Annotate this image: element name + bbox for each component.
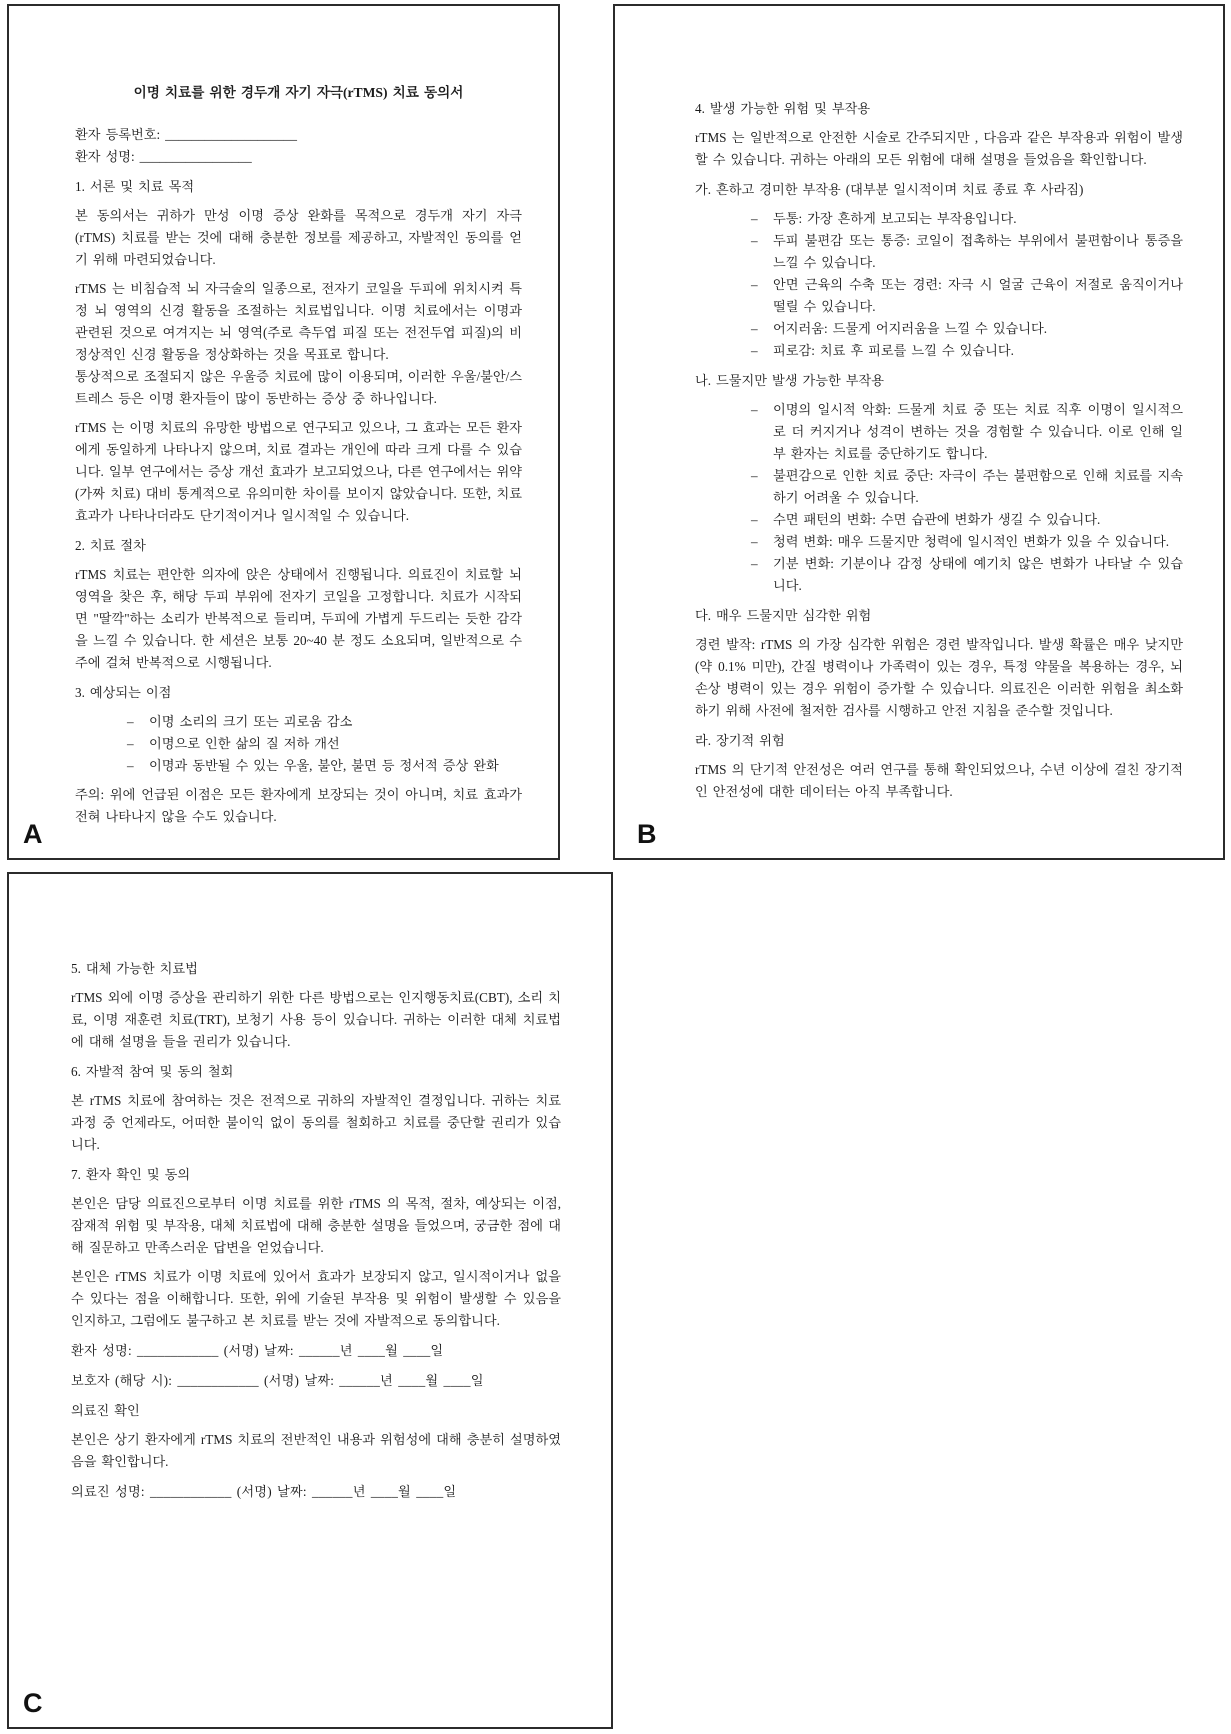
section-5-paragraph: rTMS 외에 이명 증상을 관리하기 위한 다른 방법으로는 인지행동치료(CBT), 소리 치료, 이명 재훈련 치료(TRT), 보청기 사용 등이 있습니다. 귀하는 이러한 대체 치료법에 대해 설명을 들을 권리가 있습니다. [71, 990, 561, 1049]
bullet-item [75, 711, 522, 733]
patient-signature-line: 환자 성명: ____________ (서명) 날짜: ______년 ____월 ____일 [71, 1343, 444, 1358]
bullet-item [75, 733, 522, 755]
section-3-heading: 3. 예상되는 이점 [75, 685, 172, 700]
bullet-text: 이명으로 인한 삶의 질 저하 개선 [149, 736, 340, 751]
page-c [7, 872, 613, 1729]
bullet-item [695, 465, 1183, 509]
bullet-item [695, 274, 1183, 318]
patient-id-field: 환자 등록번호: ____________________ [75, 127, 297, 142]
bullet-text: 이명 소리의 크기 또는 괴로움 감소 [149, 714, 353, 729]
guardian-signature-line: 보호자 (해당 시): ____________ (서명) 날짜: ______년 ____월 ____일 [71, 1373, 484, 1388]
subsection-da-heading: 다. 매우 드물지만 심각한 위험 [695, 608, 872, 623]
bullet-dash: – [751, 468, 758, 483]
section-1-paragraph-3: rTMS 는 이명 치료의 유망한 방법으로 연구되고 있으나, 그 효과는 모든 환자에게 동일하게 나타나지 않으며, 치료 결과는 개인에 따라 크게 다를 수 있습니다. 일부 연구에서는 증상 개선 효과가 보고되었으나, 다른 연구에서는 위약(가짜 치료) 대비 통계적으로 유의미한 차이를 보이지 않았습니다. 또한, 치료 효과가 나타나더라도 단기적이거나 일시적일 수 있습니다. [75, 420, 522, 523]
bullet-dash: – [751, 233, 758, 248]
page-b-content [695, 98, 1183, 803]
bullet-text: 불편감으로 인한 치료 중단: 자극이 주는 불편함으로 인해 치료를 지속하기 어려울 수 있습니다. [773, 468, 1183, 505]
section-3-bullet-list [75, 711, 522, 777]
section-7-heading: 7. 환자 확인 및 동의 [71, 1167, 191, 1182]
document-title: 이명 치료를 위한 경두개 자기 자극(rTMS) 치료 동의서 [133, 85, 464, 100]
bullet-item [695, 399, 1183, 465]
bullet-item [695, 531, 1183, 553]
bullet-text: 안면 근육의 수축 또는 경련: 자극 시 얼굴 근육이 저절로 움직이거나 떨릴 수 있습니다. [773, 277, 1183, 314]
bullet-dash: – [751, 277, 758, 292]
page-b [613, 4, 1225, 860]
section-7-paragraph-1: 본인은 담당 의료진으로부터 이명 치료를 위한 rTMS 의 목적, 절차, 예상되는 이점, 잠재적 위험 및 부작용, 대체 치료법에 대해 충분한 설명을 들었으며, 궁금한 점에 대해 질문하고 만족스러운 답변을 얻었습니다. [71, 1196, 561, 1255]
subsection-na-bullet-list [695, 399, 1183, 597]
section-5-heading: 5. 대체 가능한 치료법 [71, 961, 198, 976]
bullet-text: 두통: 가장 흔하게 보고되는 부작용입니다. [773, 211, 1017, 226]
bullet-item [695, 509, 1183, 531]
bullet-item [75, 755, 522, 777]
staff-confirmation-paragraph: 본인은 상기 환자에게 rTMS 치료의 전반적인 내용과 위험성에 대해 충분히 설명하였음을 확인합니다. [71, 1432, 561, 1469]
page-c-content [71, 958, 561, 1503]
bullet-text: 수면 패턴의 변화: 수면 습관에 변화가 생길 수 있습니다. [773, 512, 1101, 527]
bullet-dash: – [751, 343, 758, 358]
section-4-intro: rTMS 는 일반적으로 안전한 시술로 간주되지만 , 다음과 같은 부작용과 위험이 발생할 수 있습니다. 귀하는 아래의 모든 위험에 대해 설명을 들었음을 확인합니다. [695, 130, 1183, 167]
section-7-paragraph-2: 본인은 rTMS 치료가 이명 치료에 있어서 효과가 보장되지 않고, 일시적이거나 없을 수 있다는 점을 이해합니다. 또한, 위에 기술된 부작용 및 위험이 발생할 수 있음을 인지하고, 그럼에도 불구하고 본 치료를 받는 것에 자발적으로 동의합니다. [71, 1269, 561, 1328]
page-label-a: A [23, 819, 43, 849]
subsection-ga-bullet-list [695, 208, 1183, 362]
subsection-ra-heading: 라. 장기적 위험 [695, 733, 785, 748]
section-6-paragraph: 본 rTMS 치료에 참여하는 것은 전적으로 귀하의 자발적인 결정입니다. 귀하는 치료 과정 중 언제라도, 어떠한 불이익 없이 동의를 철회하고 치료를 중단할 권리가 있습니다. [71, 1093, 561, 1152]
page-label-c: C [23, 1688, 43, 1718]
section-1-paragraph-1: 본 동의서는 귀하가 만성 이명 증상 완화를 목적으로 경두개 자기 자극(rTMS) 치료를 받는 것에 대해 충분한 정보를 제공하고, 자발적인 동의를 얻기 위해 마련되었습니다. [75, 208, 522, 267]
patient-name-field: 환자 성명: _________________ [75, 149, 252, 164]
bullet-item [695, 318, 1183, 340]
bullet-item [695, 553, 1183, 597]
bullet-item [695, 208, 1183, 230]
bullet-dash: – [127, 736, 134, 751]
bullet-text: 이명과 동반될 수 있는 우울, 불안, 불면 등 정서적 증상 완화 [149, 758, 499, 773]
subsection-ga-heading: 가. 흔하고 경미한 부작용 (대부분 일시적이며 치료 종료 후 사라짐) [695, 182, 1084, 197]
bullet-dash: – [751, 211, 758, 226]
bullet-dash: – [751, 402, 758, 417]
bullet-dash: – [751, 556, 758, 571]
subsection-da-paragraph: 경련 발작: rTMS 의 가장 심각한 위험은 경련 발작입니다. 발생 확률은 매우 낮지만(약 0.1% 미만), 간질 병력이나 가족력이 있는 경우, 특정 약물을 복용하는 경우, 뇌 손상 병력이 있는 경우 위험이 증가할 수 있습니다. 의료진은 이러한 위험을 최소화하기 위해 사전에 철저한 검사를 시행하고 안전 지침을 준수할 것입니다. [695, 637, 1183, 718]
bullet-text: 기분 변화: 기분이나 감정 상태에 예기치 않은 변화가 나타날 수 있습니다. [773, 556, 1183, 593]
bullet-dash: – [751, 321, 758, 336]
bullet-dash: – [751, 512, 758, 527]
subsection-na-heading: 나. 드물지만 발생 가능한 부작용 [695, 373, 884, 388]
bullet-dash: – [751, 534, 758, 549]
section-1-heading: 1. 서론 및 치료 목적 [75, 179, 195, 194]
section-3-note: 주의: 위에 언급된 이점은 모든 환자에게 보장되는 것이 아니며, 치료 효과가 전혀 나타나지 않을 수도 있습니다. [75, 787, 522, 824]
section-2-heading: 2. 치료 절차 [75, 538, 146, 553]
staff-confirmation-heading: 의료진 확인 [71, 1403, 140, 1418]
bullet-dash: – [127, 714, 134, 729]
page-a-content [75, 82, 522, 828]
bullet-text: 이명의 일시적 악화: 드물게 치료 중 또는 치료 직후 이명이 일시적으로 더 커지거나 성격이 변하는 것을 경험할 수 있습니다. 이로 인해 일부 환자는 치료를 중단하기도 합니다. [773, 402, 1183, 461]
section-4-heading: 4. 발생 가능한 위험 및 부작용 [695, 101, 871, 116]
subsection-ra-paragraph: rTMS 의 단기적 안전성은 여러 연구를 통해 확인되었으나, 수년 이상에 걸친 장기적인 안전성에 대한 데이터는 아직 부족합니다. [695, 762, 1183, 799]
bullet-text: 피로감: 치료 후 피로를 느낄 수 있습니다. [773, 343, 1014, 358]
bullet-item [695, 340, 1183, 362]
page-label-b: B [637, 819, 657, 849]
section-1-paragraph-2: rTMS 는 비침습적 뇌 자극술의 일종으로, 전자기 코일을 두피에 위치시켜 특정 뇌 영역의 신경 활동을 조절하는 치료법입니다. 이명 치료에서는 이명과 관련된 것으로 여겨지는 뇌 영역(주로 측두엽 피질 또는 전전두엽 피질)의 비정상적인 신경 활동을 정상화하는 것을 목표로 합니다. [75, 281, 522, 362]
section-1-paragraph-2-cont: 통상적으로 조절되지 않은 우울증 치료에 많이 이용되며, 이러한 우울/불안/스트레스 등은 이명 환자들이 많이 동반하는 증상 중 하나입니다. [75, 369, 522, 406]
section-2-paragraph-1: rTMS 치료는 편안한 의자에 앉은 상태에서 진행됩니다. 의료진이 치료할 뇌 영역을 찾은 후, 해당 두피 부위에 전자기 코일을 고정합니다. 치료가 시작되면 "딸깍"하는 소리가 반복적으로 들리며, 두피에 가볍게 두드리는 듯한 감각을 느낄 수 있습니다. 한 세션은 보통 20~40 분 정도 소요되며, 일반적으로 수 주에 걸쳐 반복적으로 시행됩니다. [75, 567, 522, 670]
bullet-text: 청력 변화: 매우 드물지만 청력에 일시적인 변화가 있을 수 있습니다. [773, 534, 1170, 549]
bullet-dash: – [127, 758, 134, 773]
staff-signature-line: 의료진 성명: ____________ (서명) 날짜: ______년 ____월 ____일 [71, 1484, 457, 1499]
bullet-text: 두피 불편감 또는 통증: 코일이 접촉하는 부위에서 불편함이나 통증을 느낄 수 있습니다. [773, 233, 1183, 270]
page-a [7, 4, 560, 860]
section-6-heading: 6. 자발적 참여 및 동의 철회 [71, 1064, 234, 1079]
bullet-text: 어지러움: 드물게 어지러움을 느낄 수 있습니다. [773, 321, 1048, 336]
bullet-item [695, 230, 1183, 274]
